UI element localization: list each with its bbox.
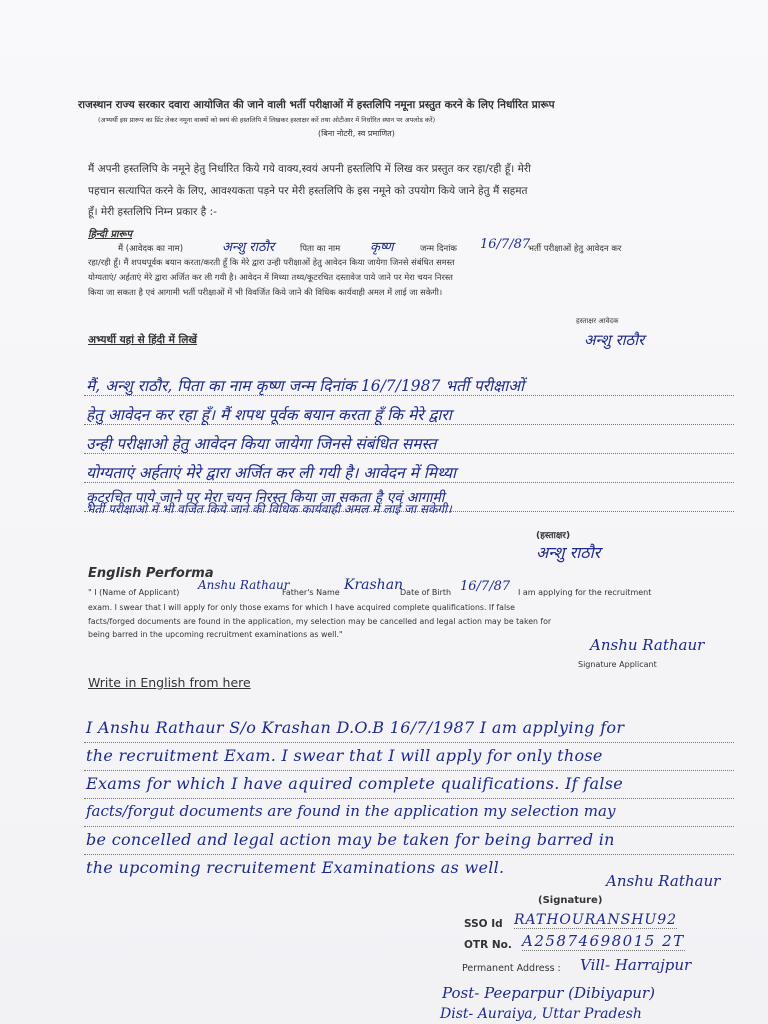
english-handwritten-line: the recruitment Exam. I swear that I will apply for only those: [86, 746, 603, 765]
sso-id-value: RATHOURANSHU92: [514, 912, 678, 928]
english-handwritten-line: the upcoming recruitement Examinations as well.: [86, 858, 505, 877]
english-format-line-3: facts/forged documents are found in the application, my selection may be cancelled and legal action may be taken for: [88, 617, 552, 626]
hindi-format-signature-label: हस्ताक्षर आवेदक: [576, 317, 619, 325]
english-format-line-2: exam. I swear that I will apply for only those exams for which I have acquired complete qualifications. If false: [88, 603, 515, 612]
english-write-heading: Write in English from here: [88, 675, 251, 690]
hindi-handwritten-line: योग्यताएं अर्हताएं मेरे द्वारा अर्जित कर ली गयी है। आवेदन में मिथ्या: [86, 464, 456, 482]
hindi-handwritten-line: हेतु आवेदन कर रहा हूँ। मैं शपथ पूर्वक बयान करता हूँ कि मेरे द्वारा: [86, 406, 452, 424]
english-rule-4: [84, 826, 734, 827]
english-rule-3: [84, 798, 734, 799]
english-write-signature-label: (Signature): [538, 895, 603, 906]
hindi-write-signature-label: (हस्ताक्षर): [536, 531, 571, 541]
hindi-format-line-3: योग्यताएं/ अर्हताएं मेरे द्वारा अर्जित कर ली गयी है। आवेदन में मिथ्या तथ्य/कूटरचित दस्तावेज पाये जाने पर मेरा चयन निरस्त: [88, 272, 453, 282]
hindi-handwritten-line: मैं, अन्शु राठौर, पिता का नाम कृष्ण जन्म दिनांक 16/7/1987 भर्ती परीक्षाओं: [86, 377, 525, 395]
english-format-applicant-name: Anshu Rathaur: [198, 578, 290, 592]
hindi-format-signature: अन्शु राठौर: [584, 331, 645, 349]
english-format-line-4: being barred in the upcoming recruitment examinations as well.": [88, 630, 343, 639]
hindi-format-line-1-a: मैं (आवेदक का नाम): [118, 244, 184, 254]
english-handwritten-line: Exams for which I have aquired complete qualifications. If false: [86, 774, 624, 793]
intro-line-2: पहचान सत्यापित करने के लिए, आवश्यकता पड़ने पर मेरी हस्तलिपि के इस नमूने को उपयोग किये जाने हेतु मैं सहमत: [88, 185, 528, 197]
otr-no-value: A25874698015 2T: [522, 932, 685, 950]
intro-line-1: मैं अपनी हस्तलिपि के नमूने हेतु निर्धारित किये गये वाक्य,स्वयं अपनी हस्तलिपि में लिख कर प्रस्तुत कर रहा/रही हूँ। मेरी: [88, 163, 531, 175]
hindi-format-line-1-c: जन्म दिनांक: [420, 244, 457, 254]
english-format-line-1-c: Date of Birth: [400, 588, 452, 597]
hindi-format-line-1-d: भर्ती परीक्षाओं हेतु आवेदन कर: [528, 244, 622, 254]
hindi-write-heading: अभ्यर्थी यहां से हिंदी में लिखें: [88, 334, 197, 346]
english-rule-1: [84, 742, 734, 743]
hindi-format-line-2: रहा/रही हूँ। मैं शपथपूर्वक बयान करता/करती हूँ कि मेरे द्वारा उन्ही परीक्षाओं हेतु आवेदन किया जायेगा जिनसे संबंधित समस्त: [88, 257, 455, 267]
hindi-handwritten-line: उन्ही परीक्षाओ हेतु आवेदन किया जायेगा जिनसे संबंधित समस्त: [86, 435, 437, 453]
hindi-format-applicant-name: अन्शु राठौर: [222, 240, 275, 255]
address-line-2: Post- Peeparpur (Dibiyapur): [442, 984, 655, 1002]
address-line-1: Vill- Harrajpur: [580, 956, 692, 974]
hindi-format-line-1-b: पिता का नाम: [300, 244, 341, 254]
hindi-format-line-4: किया जा सकता है एवं आगामी भर्ती परीक्षाओं में भी विवर्जित किये जाने की विधिक कार्यवाही अमल में लाई जा सकेगी।: [88, 287, 443, 297]
english-format-signature-label: Signature Applicant: [578, 660, 657, 669]
english-handwritten-line: I Anshu Rathaur S/o Krashan D.O.B 16/7/1987 I am applying for: [86, 718, 625, 737]
hindi-write-signature: अन्शु राठौर: [536, 543, 601, 562]
english-format-heading: English Performa: [88, 566, 214, 581]
form-title: राजस्थान राज्य सरकार दवारा आयोजित की जाने वाली भर्ती परीक्षाओं में हस्तलिपि नमूना प्रस्तुत करने के लिए निर्धारित प्रारूप: [78, 99, 555, 111]
sso-id-label: SSO Id: [464, 918, 503, 930]
english-format-line-1-b: Father's Name: [282, 588, 340, 597]
permanent-address-label: Permanent Address :: [462, 963, 561, 974]
hindi-format-dob: 16/7/87: [480, 237, 531, 252]
hindi-handwritten-line: भर्ती परीक्षाओ में भी वर्जित किये जाने की विधिक कार्यवाही अमल में लाई जा सकेगी।: [86, 502, 452, 516]
hindi-format-heading: हिन्दी प्रारूप: [88, 229, 133, 240]
english-write-signature: Anshu Rathaur: [606, 872, 721, 890]
hindi-format-father-name: कृष्ण: [370, 240, 394, 255]
intro-line-3: हूँ। मेरी हस्तलिपि निम्न प्रकार है :-: [88, 206, 217, 218]
english-format-father-name: Krashan: [344, 577, 404, 593]
english-format-signature: Anshu Rathaur: [590, 636, 705, 654]
hindi-handwritten-line: कूटरचित पाये जाने पर मेरा चयन निरस्त किया जा सकता है एवं आगामी: [86, 490, 445, 506]
otr-no-label: OTR No.: [464, 939, 512, 951]
english-handwritten-line: facts/forgut documents are found in the application my selection may: [86, 802, 616, 820]
english-handwritten-line: be concelled and legal action may be taken for being barred in: [86, 830, 615, 849]
form-subtitle: (अभ्यर्थी इस प्रारूप का प्रिंट लेकर नमूना वाक्यों को स्वयं की हस्तलिपि में लिखकर हस्ताक्षर करें तथा ओटीआर में निर्धारित स्थान पर अपलोड करें): [98, 116, 436, 124]
english-format-dob: 16/7/87: [460, 579, 511, 594]
address-line-3: Dist- Auraiya, Uttar Pradesh: [440, 1006, 642, 1022]
english-format-line-1-d: I am applying for the recruitment: [518, 588, 652, 597]
form-note: (बिना नोटरी, स्व प्रमाणित): [318, 129, 395, 138]
english-format-line-1-a: " I (Name of Applicant): [88, 588, 180, 597]
english-rule-5: [84, 854, 734, 855]
english-rule-2: [84, 770, 734, 771]
